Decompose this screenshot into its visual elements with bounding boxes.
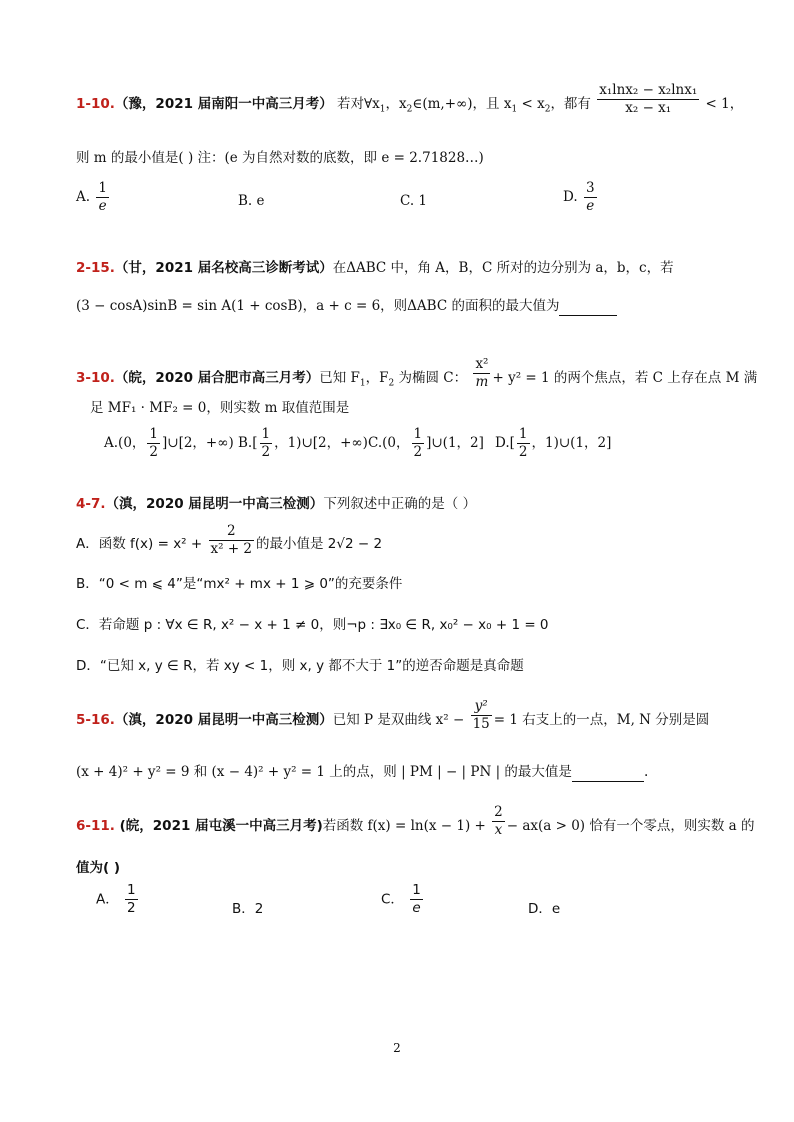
q3-source: （皖，2020 届合肥市高三月考） bbox=[114, 370, 320, 386]
q6-line2: 值为( ) bbox=[76, 860, 121, 876]
q2-answer-blank bbox=[559, 315, 617, 316]
q3-option-b: B.[ $\frac{1}{2}$ ，1)∪[2，+∞) bbox=[238, 426, 368, 460]
q5-fraction: $\frac{\text{y²}}{15}$ bbox=[472, 698, 490, 732]
q1-option-a: A. $\frac{1}{e}$ bbox=[76, 180, 107, 214]
q3-number: 3-10. bbox=[76, 370, 115, 386]
q1-stem: 若对$\forall x_1$，$x_2\in(m,+\infty)$，且 $x_1 < x_2$，都有 $\frac{\text{x₁lnx₂ − x₂lnx₁}}{\text{x₂ − x₁}}$ < 1， bbox=[337, 82, 744, 116]
q4-option-a: A．函数 f(x) = x² + $\frac{2}{\text{x² + 2}}$ 的最小值是 2√2 − 2 bbox=[76, 523, 383, 557]
page-number: 2 bbox=[393, 1041, 401, 1055]
q6-source: (皖，2021 届屯溪一中高三月考) bbox=[114, 818, 323, 834]
q3-option-a: A.(0， $\frac{1}{2}$ ]∪[2，+∞) bbox=[104, 426, 234, 460]
q3-line2: 足 MF₁ · MF₂ = 0，则实数 m 取值范围是 bbox=[90, 400, 350, 416]
q2-source: （甘，2021 届名校高三诊断考试） bbox=[114, 260, 333, 276]
q4-source: （滇，2020 届昆明一中高三检测） bbox=[105, 496, 324, 512]
q3-line1: 3-10.（皖，2020 届合肥市高三月考）已知 $F_1$，$F_2$ 为椭圆 C： $\frac{\text{x²}}{m}$ + y² = 1 的两个焦点，若 C 上存在点 M 满 bbox=[76, 356, 758, 390]
q3-option-c: C.(0， $\frac{1}{2}$ ]∪(1，2] bbox=[368, 426, 484, 460]
q4-option-c: C．若命题 p : ∀x ∈ R, x² − x + 1 ≠ 0，则¬p : ∃x₀ ∈ R, x₀² − x₀ + 1 = 0 bbox=[76, 617, 549, 633]
q6-number: 6-11. bbox=[76, 818, 115, 834]
q4-number: 4-7. bbox=[76, 496, 106, 512]
q1-fraction: $\frac{\text{x₁lnx₂ − x₂lnx₁}}{\text{x₂ − x₁}}$ bbox=[599, 82, 698, 116]
q5-line2: (x + 4)² + y² = 9 和 (x − 4)² + y² = 1 上的点，则 | PM | − | PN | 的最大值是 . bbox=[76, 764, 649, 780]
q6-line1: 6-11. (皖，2021 届屯溪一中高三月考)若函数 f(x) = ln(x − 1) + $\frac{2}{x}$ − ax(a > 0) 恰有一个零点，则实数 a 的 bbox=[76, 804, 755, 838]
q6-fraction: $\frac{2}{x}$ bbox=[494, 804, 503, 838]
q6-option-d: D．e bbox=[528, 901, 561, 917]
q6-option-a: A． $\frac{1}{2}$ bbox=[96, 882, 136, 916]
q4-option-b: B．“0 < m ⩽ 4”是“mx² + mx + 1 ⩾ 0”的充要条件 bbox=[76, 576, 403, 592]
q6-option-b: B．2 bbox=[232, 901, 264, 917]
q1-option-d: D. $\frac{3}{e}$ bbox=[563, 180, 595, 214]
q4-line1 bbox=[76, 494, 476, 514]
q5-answer-blank bbox=[572, 781, 644, 782]
q1-option-b: B. e bbox=[238, 193, 265, 209]
q1-line2: 则 m 的最小值是( ) 注：(e 为自然对数的底数，即 e = 2.71828…) bbox=[76, 150, 484, 166]
q5-line1: 5-16.（滇，2020 届昆明一中高三检测）已知 P 是双曲线 x² − $\frac{\text{y²}}{15}$ = 1 右支上的一点，M, N 分别是圆 bbox=[76, 698, 710, 732]
q2-number: 2-15. bbox=[76, 260, 115, 276]
q4-option-d: D．“已知 x, y ∈ R，若 xy < 1，则 x, y 都不大于 1”的逆否命题是真命题 bbox=[76, 658, 524, 674]
q2-line1 bbox=[76, 258, 674, 278]
q1-number: 1-10. bbox=[76, 96, 115, 112]
q1-option-c: C. 1 bbox=[400, 193, 428, 209]
q3-option-d: D.[ $\frac{1}{2}$ ，1)∪(1，2] bbox=[495, 426, 612, 460]
q5-number: 5-16. bbox=[76, 712, 115, 728]
q2-line2: (3 − cosA)sinB = sin A(1 + cosB)，a + c = 6，则ΔABC 的面积的最大值为 bbox=[76, 296, 617, 316]
q2-stem: 在ΔABC 中，角 A，B，C 所对的边分别为 a，b，c，若 bbox=[332, 260, 674, 276]
q1-line1 bbox=[76, 82, 744, 120]
q5-source: （滇，2020 届昆明一中高三检测） bbox=[114, 712, 333, 728]
q1-source: （豫，2021 届南阳一中高三月考） bbox=[114, 96, 333, 112]
q4-stem: 下列叙述中正确的是（ ） bbox=[323, 496, 477, 512]
q6-option-c: C． $\frac{1}{e}$ bbox=[381, 882, 421, 916]
q3-fraction: $\frac{\text{x²}}{m}$ bbox=[475, 356, 489, 390]
